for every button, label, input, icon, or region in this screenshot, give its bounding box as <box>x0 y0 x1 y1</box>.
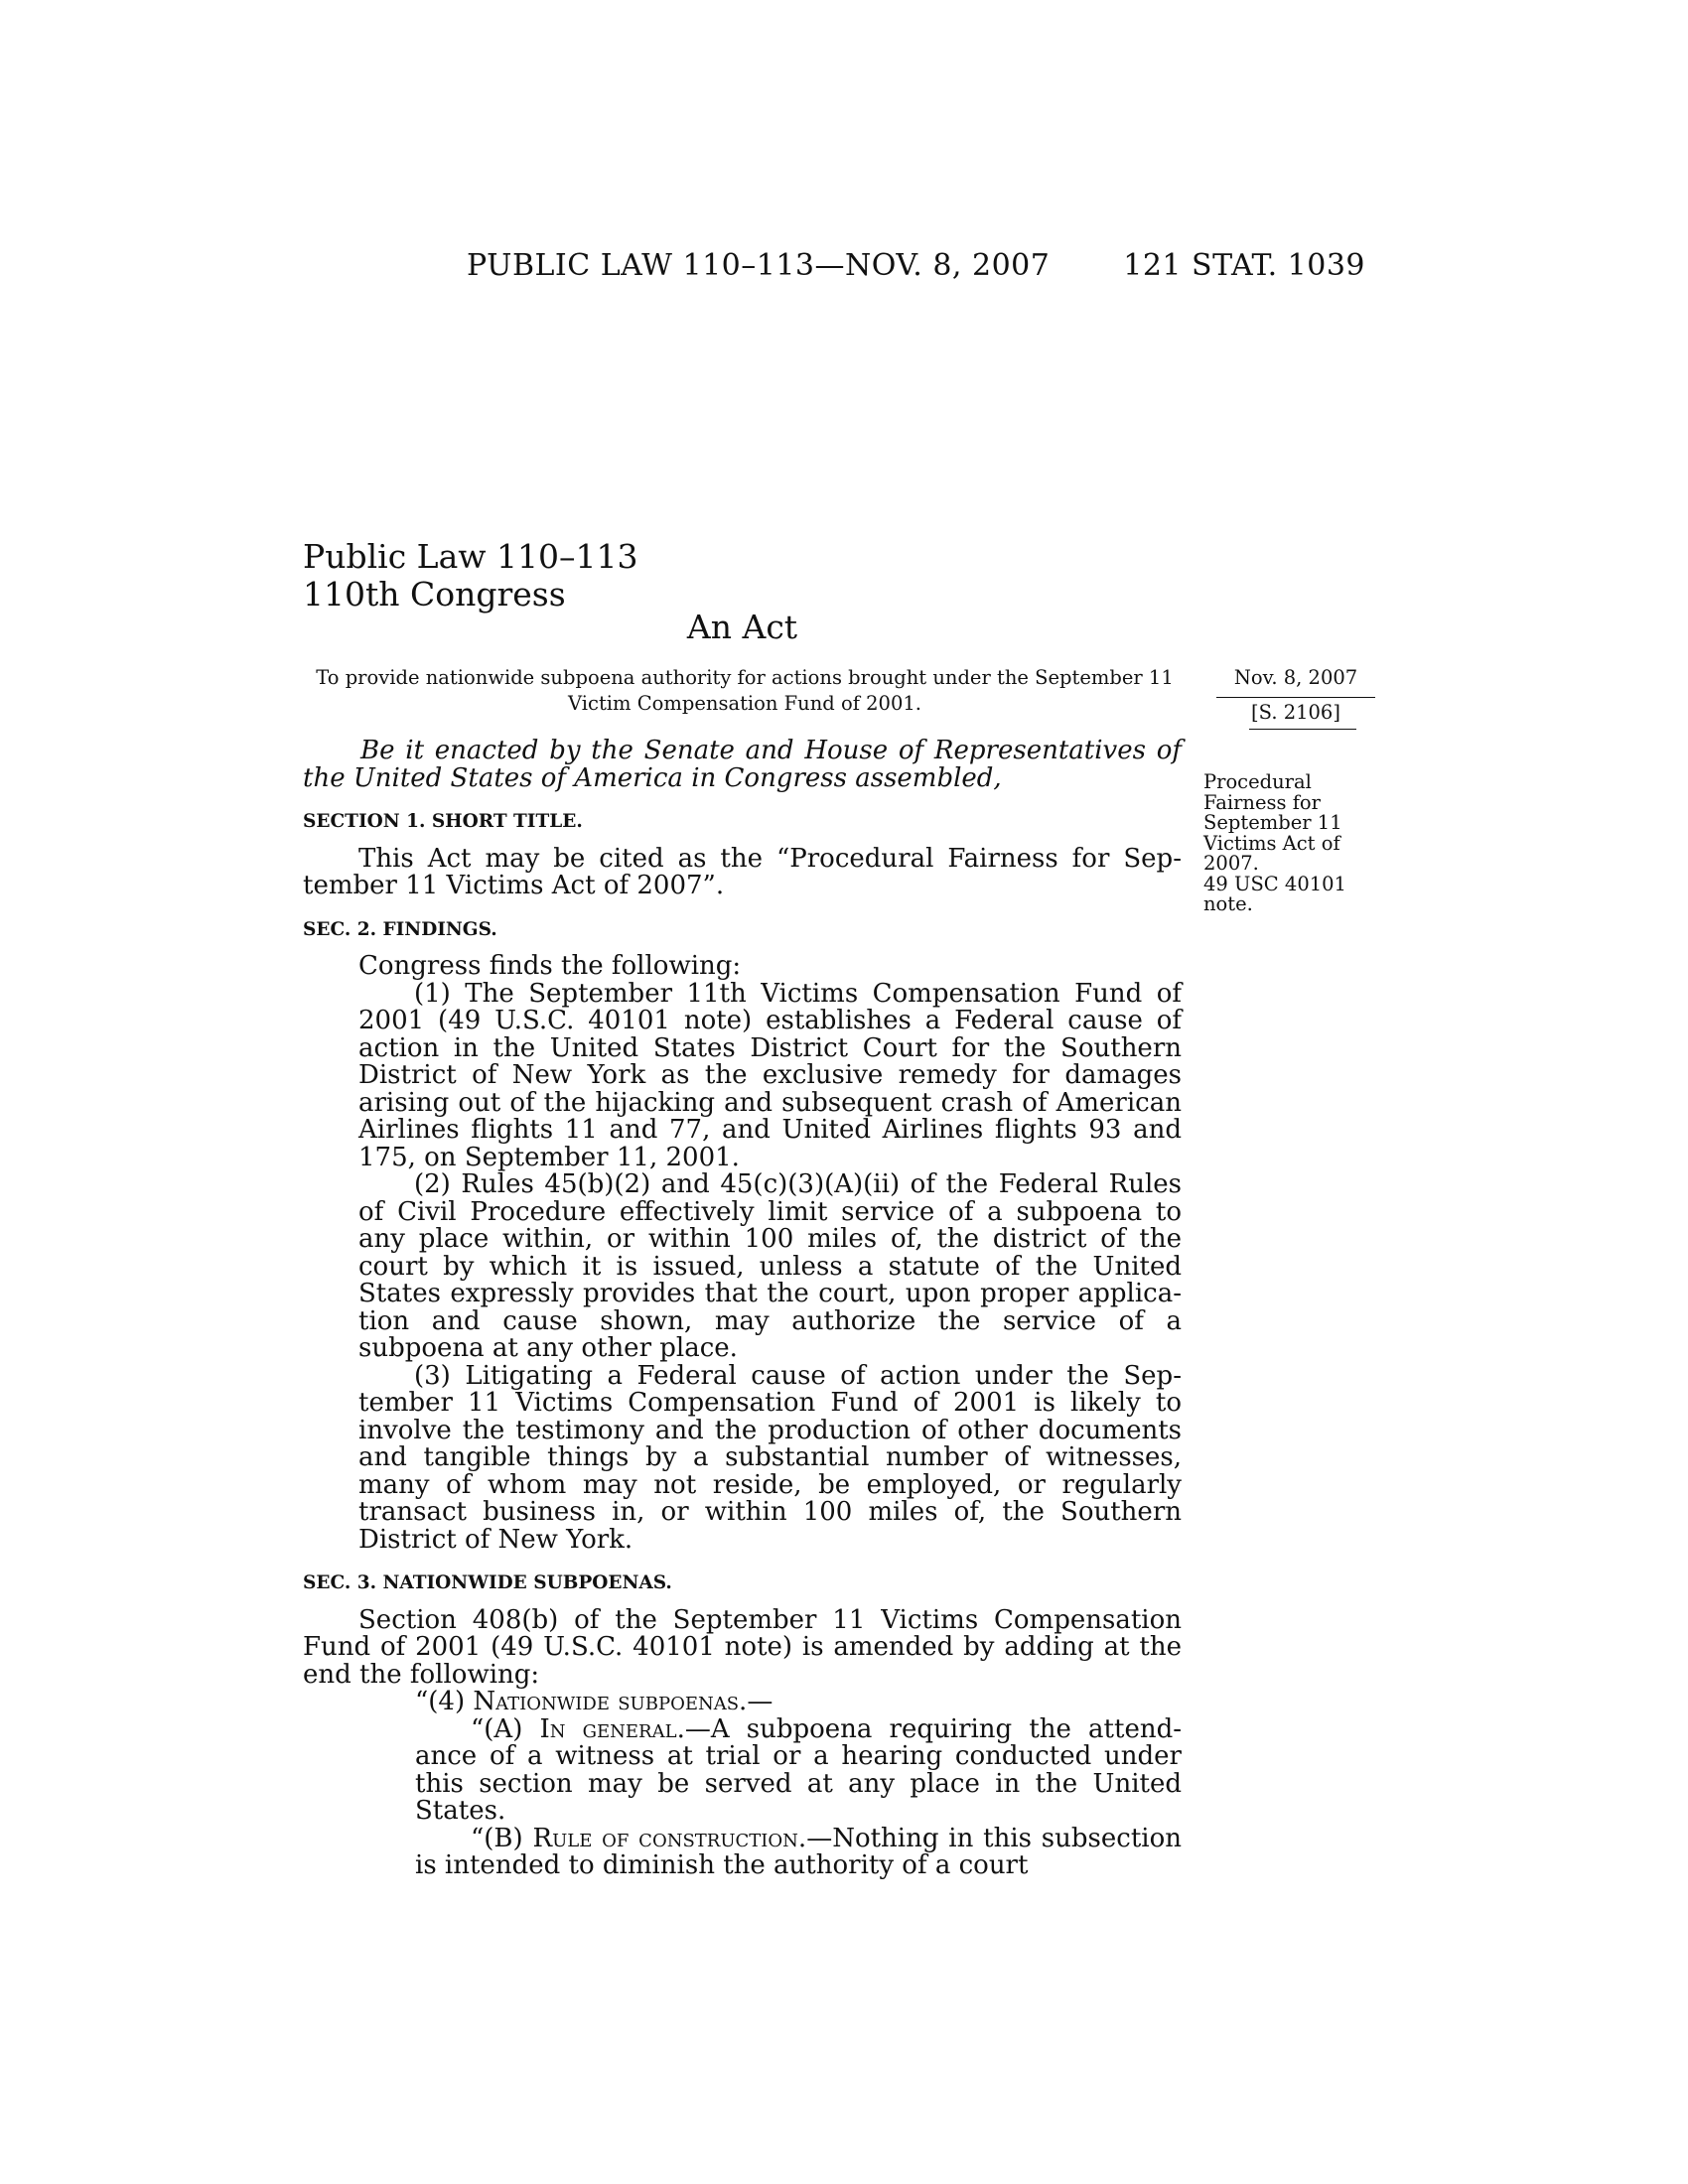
margin-date: Nov. 8, 2007 <box>1233 666 1358 689</box>
margin-note-line: note. <box>1203 892 1253 915</box>
section-2-heading: SEC. 2. FINDINGS. <box>303 918 497 940</box>
law-date-header: PUBLIC LAW 110–113—NOV. 8, 2007 <box>467 248 1051 283</box>
paragraph-number: “(4) <box>415 1687 474 1716</box>
subparagraph-title: Rule of construction. <box>532 1823 807 1853</box>
section-1-heading: SECTION 1. SHORT TITLE. <box>303 811 583 832</box>
quoted-paragraph-4-heading <box>303 1689 1182 1716</box>
subparagraph-number: “(A) <box>471 1713 540 1744</box>
margin-note <box>1203 772 1362 915</box>
law-number: Public Law 110–113 <box>303 537 638 576</box>
margin-bill-number: [S. 2106] <box>1251 701 1340 724</box>
finding-paragraph-2: (2) Rules 45(b)(2) and 45(c)(3)(A)(ii) of the Federal Rules of Civil Procedure effectively limit service of a subpoena to any place within, or within 100 miles of, the district of the court by which it is issued, unless a statute of the United States expressly provides that the court, upon proper application and cause shown, may authorize the service of a subpoena at any other place. <box>358 1169 1182 1363</box>
margin-divider-bottom <box>1249 729 1356 730</box>
quoted-subparagraph-a <box>303 1713 1183 1826</box>
margin-note-line: Fairness for <box>1203 790 1321 814</box>
finding-paragraph-3: (3) Litigating a Federal cause of action under the September 11 Victims Compensation Fund of 2001 is likely to involve the testimony and the production of other documents and tangible things by a substantial number of witnesses, many of whom may not reside, be employed, or regularly transact business in, or within 100 miles of, the Southern District of New York. <box>358 1360 1182 1555</box>
section-1-text: This Act may be cited as the “Procedural Fairness for September 11 Victims Act of 2007”. <box>303 843 1182 900</box>
section-3-intro: Section 408(b) of the September 11 Victims Compensation Fund of 2001 (49 U.S.C. 40101 note) is amended by adding at the end the following: <box>303 1604 1182 1690</box>
subparagraph-text: —Nothing in this subsection is intended to diminish the authority of a court <box>415 1823 1182 1880</box>
subparagraph-number: “(B) <box>471 1823 533 1853</box>
law-title-block <box>303 538 637 614</box>
subparagraph-title: In general. <box>539 1713 685 1744</box>
congress-label: 110th Congress <box>303 575 566 614</box>
margin-note-line: 2007. <box>1203 852 1259 875</box>
heading-dash: — <box>747 1687 774 1716</box>
purpose-statement: To provide nationwide subpoena authority for actions brought under the September 11 Victim Compensation Fund of 2001. <box>316 666 1174 715</box>
enacting-clause: Be it enacted by the Senate and House of Representatives of the United States of America in Congress assembled, <box>303 736 1182 793</box>
quoted-subparagraph-b <box>303 1823 1182 1880</box>
margin-note-line: Victims Act of <box>1203 831 1340 855</box>
stat-page-number: 121 STAT. 1039 <box>1123 248 1365 283</box>
law-body <box>303 738 1182 1880</box>
margin-note-line: September 11 <box>1203 811 1342 834</box>
margin-note-line: 49 USC 40101 <box>1203 872 1346 895</box>
paragraph-title: Nationwide subpoenas. <box>473 1687 748 1716</box>
page-header <box>467 248 1365 292</box>
finding-paragraph-1: (1) The September 11th Victims Compensation Fund of 2001 (49 U.S.C. 40101 note) establishes a Federal cause of action in the United States District Court for the Southern District of New York as the exclusive remedy for damages arising out of the hijacking and subsequent crash of American Airlines flights 11 and 77, and United Airlines flights 93 and 175, on September 11, 2001. <box>358 978 1182 1172</box>
subparagraph-text: —A subpoena requiring the attendance of a witness at trial or a hearing conducted under this section may be served at any place in the United States. <box>415 1713 1183 1826</box>
section-2-intro: Congress finds the following: <box>358 951 742 981</box>
margin-divider <box>1216 697 1375 698</box>
section-3-heading: SEC. 3. NATIONWIDE SUBPOENAS. <box>303 1572 672 1593</box>
margin-note-line: Procedural <box>1203 770 1312 793</box>
act-heading: An Act <box>686 608 798 646</box>
